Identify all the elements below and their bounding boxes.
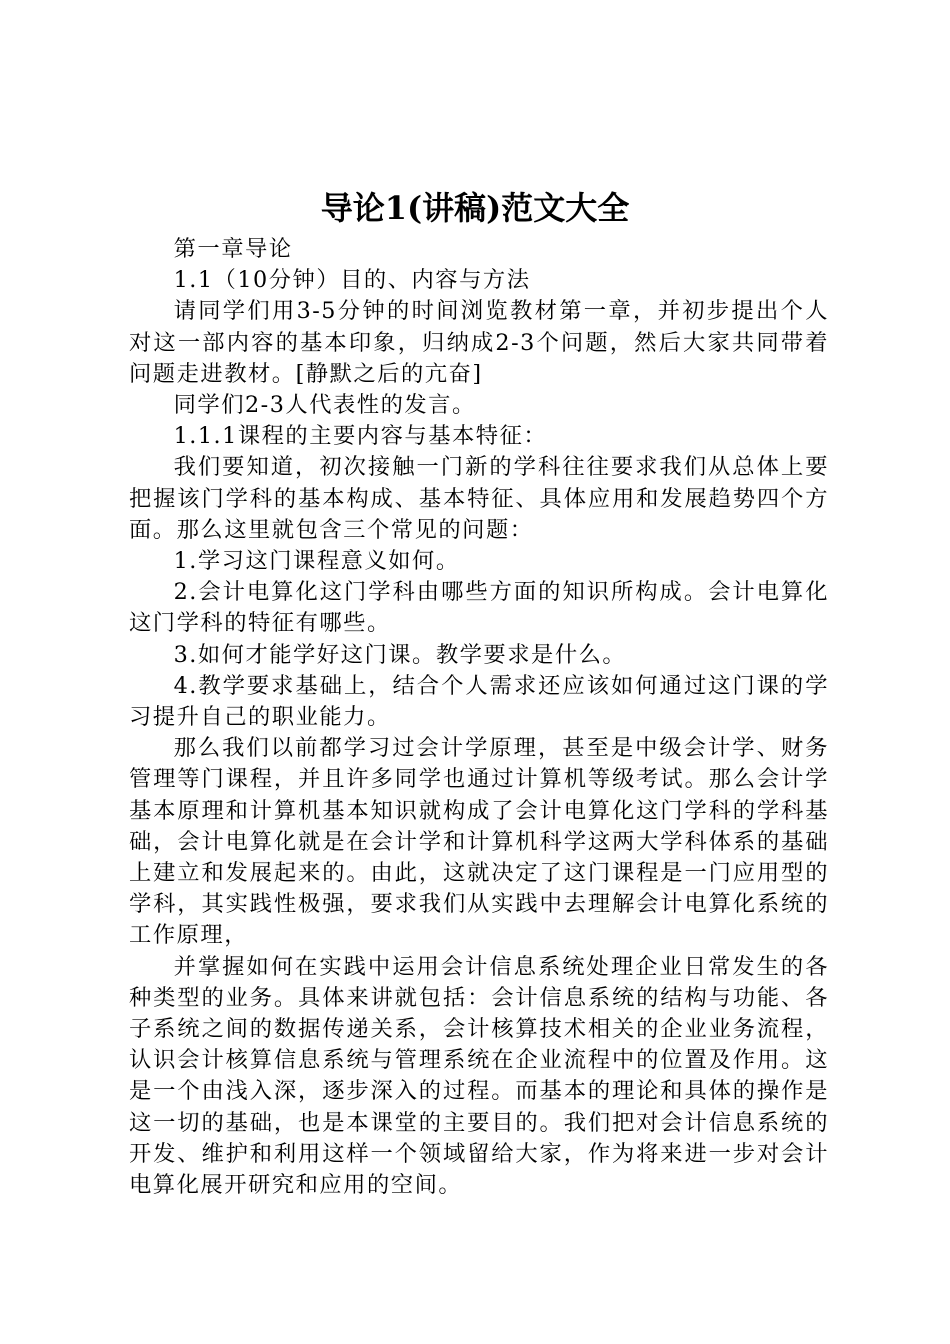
- section-heading: 1.1（10分钟）目的、内容与方法: [173, 267, 531, 294]
- list-item: 3.如何才能学好这门课。教学要求是什么。: [173, 641, 627, 668]
- body-paragraph: 并掌握如何在实践中运用会计信息系统处理企业日常发生的各种类型的业务。具体来讲就包括：会计信息系统的结构与功能、各子系统之间的数据传递关系，会计核算技术相关的企业业务流程，认识会计核算信息系统与管理系统在企业流程中的位置及作用。这是一个由浅入深，逐步深入的过程。而基本的理论和具体的操作是这一切的基础，也是本课堂的主要目的。我们把对会计信息系统的开发、维护和利用这样一个领域留给大家，作为将来进一步对会计电算化展开研究和应用的空间。: [129, 953, 829, 1199]
- body-paragraph: 我们要知道，初次接触一门新的学科往往要求我们从总体上要把握该门学科的基本构成、基本特征、具体应用和发展趋势四个方面。那么这里就包含三个常见的问题：: [129, 454, 829, 543]
- body-paragraph: 同学们2-3人代表性的发言。: [173, 392, 476, 419]
- chapter-heading: 第一章导论: [173, 236, 293, 262]
- body-paragraph: 请同学们用3-5分钟的时间浏览教材第一章，并初步提出个人对这一部内容的基本印象，归纳成2-3个问题，然后大家共同带着问题走进教材。[静默之后的亢奋]: [129, 298, 829, 387]
- list-item: 4.教学要求基础上，结合个人需求还应该如何通过这门课的学习提升自己的职业能力。: [129, 672, 829, 731]
- body-paragraph: 那么我们以前都学习过会计学原理，甚至是中级会计学、财务管理等门课程，并且许多同学也通过计算机等级考试。那么会计学基本原理和计算机基本知识就构成了会计电算化这门学科的学科基础，会计电算化就是在会计学和计算机科学这两大学科体系的基础上建立和发展起来的。由此，这就决定了这门课程是一门应用型的学科，其实践性极强，要求我们从实践中去理解会计电算化系统的工作原理，: [129, 735, 829, 949]
- list-item: 2.会计电算化这门学科由哪些方面的知识所构成。会计电算化这门学科的特征有哪些。: [129, 579, 829, 637]
- list-item: 1.学习这门课程意义如何。: [173, 548, 460, 575]
- subsection-heading: 1.1.1课程的主要内容与基本特征：: [173, 423, 548, 450]
- document-body: [129, 234, 829, 1201]
- document-title: 导论1(讲稿)范文大全: [320, 189, 630, 227]
